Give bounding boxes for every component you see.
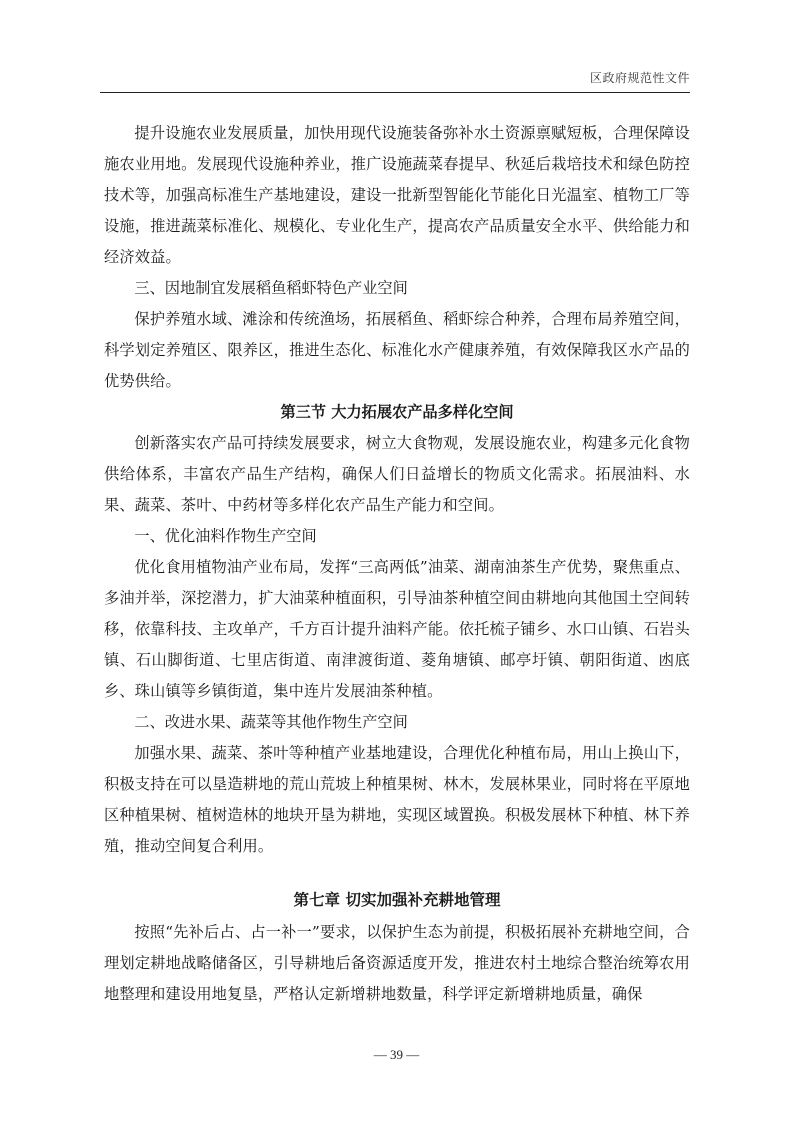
paragraph-oil-crops: 优化食用植物油产业布局，发挥“三高两低”油菜、湖南油茶生产优势，聚焦重点、多油并举，深挖潜力，扩大油菜种植面积，引导油茶种植空间由耕地向其他国土空间转移，依靠科技、主攻单产，千方百计提升油料产能。依托梳子铺乡、水口山镇、石岩头镇、石山脚街道、七里店街道、南津渡街道、菱角塘镇、邮亭圩镇、朝阳街道、凼底乡、珠山镇等乡镇街道，集中连片发展油茶种植。 [104, 558, 690, 700]
paragraph-aquaculture: 保护养殖水域、滩涂和传统渔场，拓展稻鱼、稻虾综合种养，合理布局养殖空间，科学划定养殖区、限养区，推进生态化、标准化水产健康养殖，有效保障我区水产品的优势供给。 [104, 310, 690, 390]
paragraph-facility-agriculture: 提升设施农业发展质量，加快用现代设施装备弥补水土资源禀赋短板，合理保障设施农业用地。发展现代设施种养业，推广设施蔬菜春提早、秋延后栽培技术和绿色防控技术等，加强高标准生产基地建设，建设一批新型智能化节能化日光温室、植物工厂等设施，推进蔬菜标准化、规模化、专业化生产，提高农产品质量安全水平、供给能力和经济效益。 [104, 124, 690, 266]
page-header [100, 70, 690, 93]
page-content [104, 118, 690, 1010]
document-type-label: 区政府规范性文件 [589, 71, 690, 85]
section-heading-3: 第三节 大力拓展农产品多样化空间 [280, 403, 514, 421]
page-number: — 39 — [373, 1047, 420, 1062]
sub-heading-rice-fish: 三、因地制宜发展稻鱼稻虾特色产业空间 [134, 279, 408, 297]
sub-heading-oil-crops: 一、优化油料作物生产空间 [134, 527, 317, 545]
chapter-heading-7: 第七章 切实加强补充耕地管理 [293, 891, 501, 909]
sub-heading-fruits-vegetables: 二、改进水果、蔬菜等其他作物生产空间 [134, 713, 408, 731]
paragraph-fruits-vegetables: 加强水果、蔬菜、茶叶等种植产业基地建设，合理优化种植布局，用山上换山下，积极支持在可以垦造耕地的荒山荒坡上种植果树、林木，发展林果业，同时将在平原地区种植果树、植树造林的地块开垦为耕地，实现区域置换。积极发展林下种植、林下养殖，推动空间复合利用。 [104, 744, 690, 855]
paragraph-diversification: 创新落实农产品可持续发展要求，树立大食物观，发展设施农业，构建多元化食物供给体系，丰富农产品生产结构，确保人们日益增长的物质文化需求。拓展油料、水果、蔬菜、茶叶、中药材等多样化农产品生产能力和空间。 [104, 434, 690, 514]
paragraph-farmland-supplement: 按照“先补后占、占一补一”要求，以保护生态为前提，积极拓展补充耕地空间，合理划定耕地战略储备区，引导耕地后备资源适度开发，推进农村土地综合整治统筹农用地整理和建设用地复垦，严格认定新增耕地数量，科学评定新增耕地质量，确保 [104, 923, 690, 1003]
